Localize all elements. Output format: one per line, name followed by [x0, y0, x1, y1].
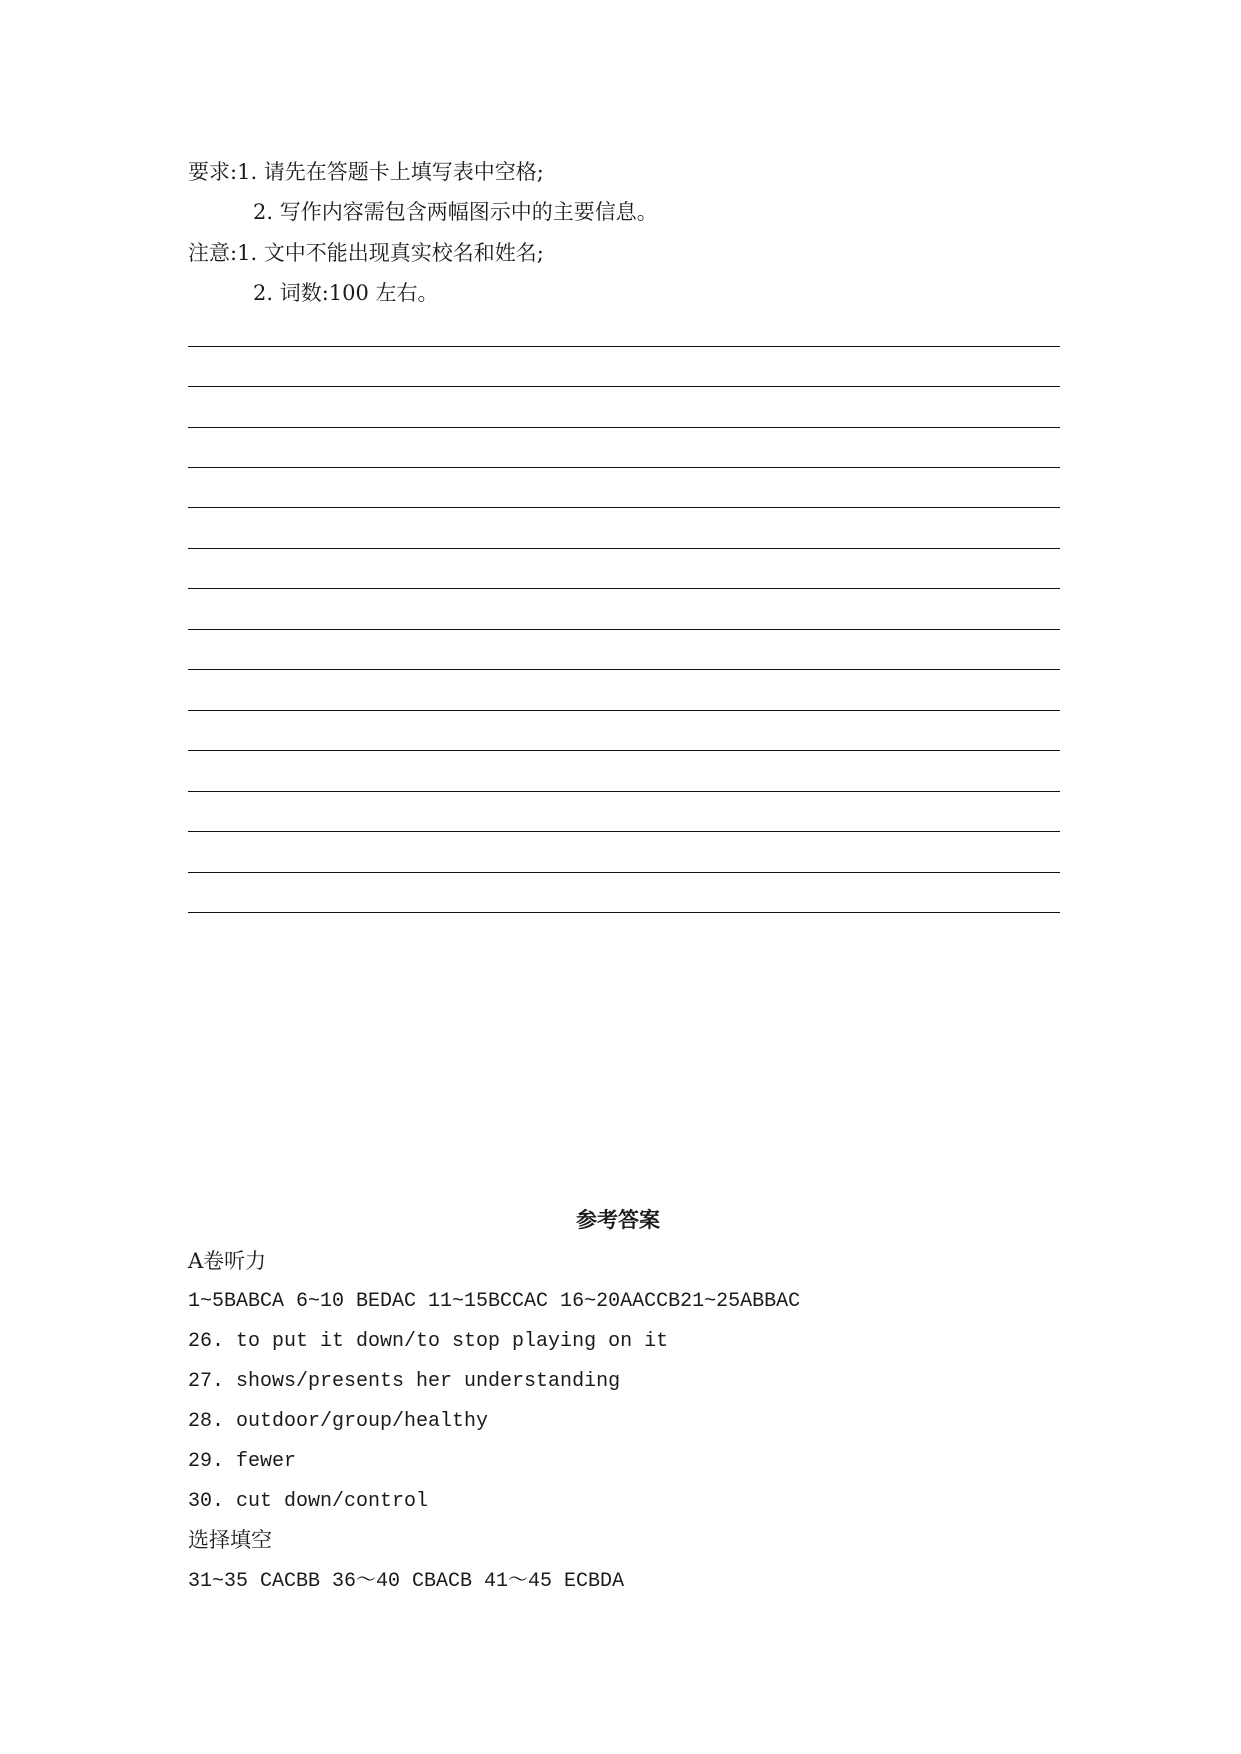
section-heading: A卷听力 [188, 1249, 267, 1273]
writing-line [188, 507, 1060, 508]
note-item: 2. 词数:100 左右。 [253, 281, 439, 305]
short-answer: 28. outdoor/group/healthy [188, 1410, 489, 1433]
notes-row-1 [188, 239, 544, 267]
writing-line [188, 346, 1060, 347]
writing-line [188, 386, 1060, 387]
writing-line [188, 548, 1060, 549]
writing-line [188, 629, 1060, 630]
short-answer: 26. to put it down/to stop playing on it [188, 1330, 669, 1353]
short-answer: 27. shows/presents her understanding [188, 1370, 621, 1393]
short-answer: 29. fewer [188, 1450, 297, 1473]
short-answer: 30. cut down/control [188, 1490, 429, 1513]
writing-line [188, 912, 1060, 913]
writing-line [188, 669, 1060, 670]
listening-answers: 1~5BABCA 6~10 BEDAC 11~15BCCAC 16~20AACCB21~25ABBAC [188, 1290, 801, 1313]
writing-line [188, 427, 1060, 428]
writing-line [188, 750, 1060, 751]
section-heading: 选择填空 [188, 1528, 272, 1552]
requirement-item: 2. 写作内容需包含两幅图示中的主要信息。 [253, 200, 658, 224]
writing-line [188, 588, 1060, 589]
notes-label: 注意: [188, 241, 238, 265]
requirements-label: 要求: [188, 160, 238, 184]
note-item: 1. 文中不能出现真实校名和姓名; [237, 241, 544, 265]
writing-line [188, 791, 1060, 792]
writing-line [188, 467, 1060, 468]
writing-line [188, 710, 1060, 711]
writing-line [188, 831, 1060, 832]
fill-answers: 31~35 CACBB 36～40 CBACB 41～45 ECBDA [188, 1570, 625, 1593]
requirements-row-1 [188, 158, 544, 186]
requirement-item: 1. 请先在答题卡上填写表中空格; [237, 160, 544, 184]
writing-line [188, 872, 1060, 873]
answer-key-title: 参考答案 [576, 1207, 660, 1232]
